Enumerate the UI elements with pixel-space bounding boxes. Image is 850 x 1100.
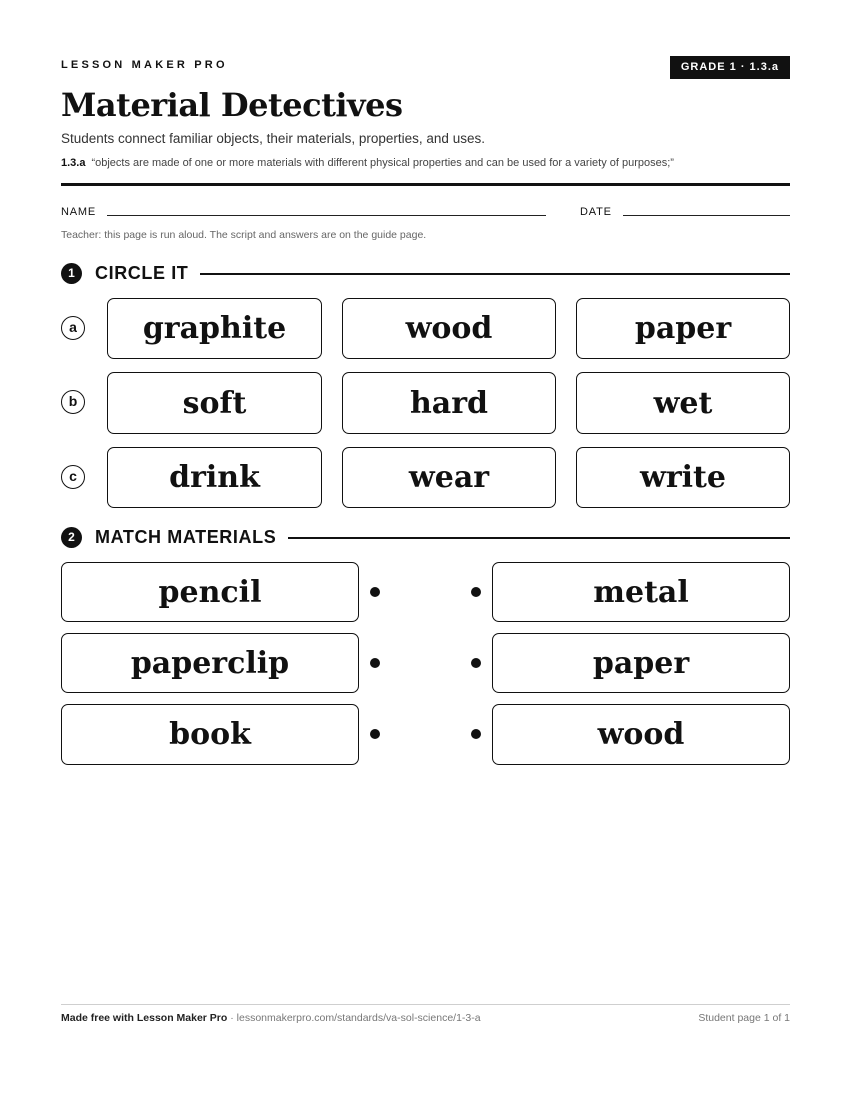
footer-credit: Made free with Lesson Maker Pro: [61, 1012, 228, 1024]
worksheet-page: [61, 0, 790, 1100]
name-field[interactable]: [107, 215, 546, 216]
footer-separator: ·: [227, 1012, 237, 1024]
header-row: [61, 56, 790, 80]
brand-name: LESSON MAKER PRO: [61, 59, 228, 71]
match-material-box[interactable]: paper: [492, 633, 790, 693]
row-letter-c: c: [61, 465, 85, 489]
match-object-box[interactable]: book: [61, 704, 359, 765]
section-2-number: 2: [61, 527, 82, 548]
date-label: DATE: [580, 206, 612, 218]
header-divider: [61, 183, 790, 186]
circle-option[interactable]: wet: [576, 372, 790, 434]
circle-option[interactable]: graphite: [107, 298, 322, 359]
name-date-row: [61, 204, 790, 220]
standard-line: [61, 157, 674, 169]
name-label: NAME: [61, 206, 96, 218]
section-1-header: [61, 261, 790, 285]
row-letter-b: b: [61, 390, 85, 414]
grade-badge: GRADE 1 · 1.3.a: [670, 56, 790, 79]
match-material-box[interactable]: metal: [492, 562, 790, 622]
section-2-title: MATCH MATERIALS: [95, 527, 288, 548]
circle-option[interactable]: write: [576, 447, 790, 508]
footer: [61, 1012, 790, 1024]
standard-text: “objects are made of one or more materials with different physical properties and can be used for a variety of purposes;”: [91, 157, 674, 169]
match-material-box[interactable]: wood: [492, 704, 790, 765]
section-1-number: 1: [61, 263, 82, 284]
worksheet-title: Material Detectives: [61, 86, 403, 124]
circle-option[interactable]: wear: [342, 447, 556, 508]
page-count: Student page 1 of 1: [698, 1012, 790, 1024]
worksheet-subtitle: Students connect familiar objects, their materials, properties, and uses.: [61, 131, 485, 146]
section-2-header: [61, 525, 790, 549]
match-object-box[interactable]: pencil: [61, 562, 359, 622]
circle-option[interactable]: hard: [342, 372, 556, 434]
circle-option[interactable]: wood: [342, 298, 556, 359]
circle-option[interactable]: drink: [107, 447, 322, 508]
match-dot-right[interactable]: [471, 587, 481, 597]
match-dot-left[interactable]: [370, 729, 380, 739]
match-dot-right[interactable]: [471, 729, 481, 739]
circle-option[interactable]: paper: [576, 298, 790, 359]
match-dot-right[interactable]: [471, 658, 481, 668]
match-object-box[interactable]: paperclip: [61, 633, 359, 693]
footer-url[interactable]: lessonmakerpro.com/standards/va-sol-science/1-3-a: [236, 1012, 481, 1024]
circle-option[interactable]: soft: [107, 372, 322, 434]
standard-code: 1.3.a: [61, 157, 86, 169]
date-field[interactable]: [623, 215, 790, 216]
row-letter-a: a: [61, 316, 85, 340]
teacher-note: Teacher: this page is run aloud. The script and answers are on the guide page.: [61, 229, 427, 241]
match-dot-left[interactable]: [370, 587, 380, 597]
match-dot-left[interactable]: [370, 658, 380, 668]
footer-divider: [61, 1004, 790, 1005]
section-1-title: CIRCLE IT: [95, 263, 200, 284]
